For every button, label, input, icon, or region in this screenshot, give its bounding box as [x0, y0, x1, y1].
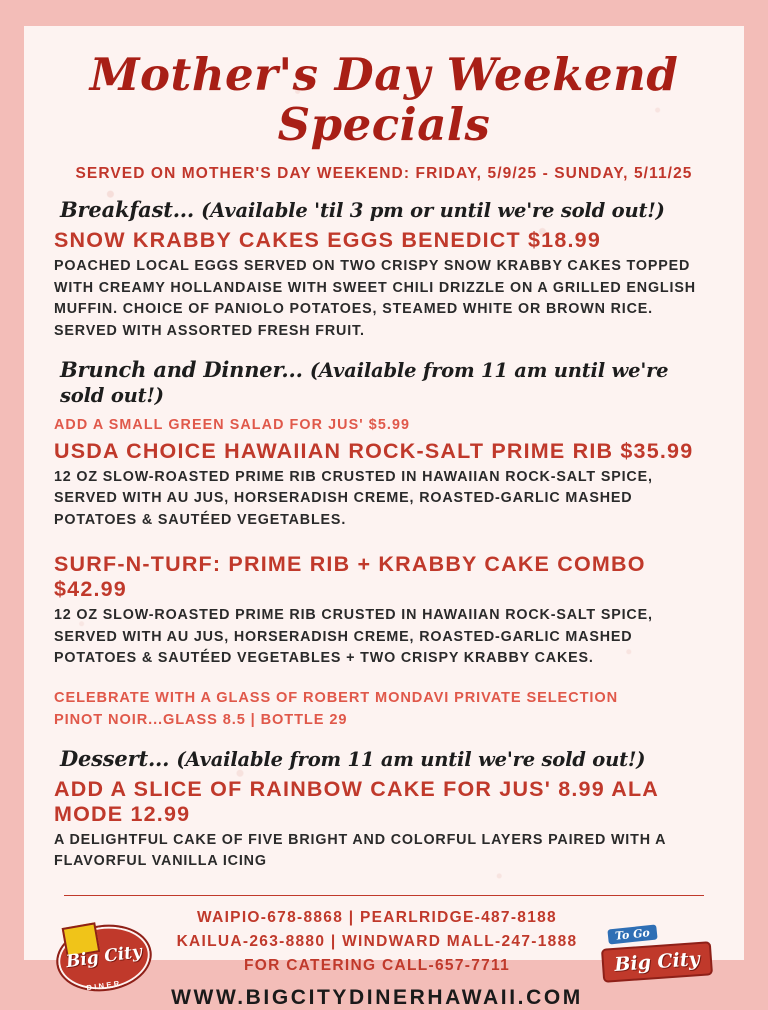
salad-addon-note: ADD A SMALL GREEN SALAD FOR JUS' $5.99 — [54, 416, 411, 433]
section-heading-dessert — [54, 746, 714, 771]
big-city-diner-logo — [56, 921, 152, 995]
menu-item-description: POACHED LOCAL EGGS SERVED ON TWO CRISPY SNOW KRABBY CAKES TOPPED WITH CREAMY HOLLANDAISE WITH SWEET CHILI DRIZZLE ON A GRILLED ENGLISH MUFFIN. CHOICE OF PANIOLO POTATOES, STEAMED WHITE OR BROWN RICE. SERVED WITH ASSORTED FRESH FRUIT. — [54, 257, 696, 339]
poster-paper — [24, 26, 744, 1010]
to-go-logo-text: Big City — [613, 948, 701, 977]
menu-item — [54, 228, 714, 343]
section-heading-brunch-dinner-note: (Available from 11 am until we're sold out!) — [60, 358, 669, 407]
catering-phone-line[interactable]: FOR CATERING CALL-657-7711 — [243, 957, 511, 975]
menu-item-name: USDA CHOICE HAWAIIAN ROCK-SALT PRIME RIB $35.99 — [54, 438, 694, 463]
section-heading-breakfast-label: Breakfast... — [60, 196, 195, 222]
section-heading-breakfast — [54, 197, 714, 222]
footer-divider — [64, 895, 704, 896]
section-heading-brunch-dinner — [54, 357, 714, 407]
logo-subtext: DINER — [85, 978, 123, 993]
wine-pairing-line-2: PINOT NOIR...GLASS 8.5 | BOTTLE 29 — [54, 711, 348, 728]
menu-item — [54, 777, 714, 873]
phone-line-2[interactable]: KAILUA-263-8880 | WINDWARD MALL-247-1888 — [176, 933, 578, 951]
section-heading-dessert-label: Dessert... — [60, 745, 170, 771]
section-heading-dessert-note: (Available from 11 am until we're sold out!) — [176, 747, 646, 771]
wine-pairing-line-1: CELEBRATE WITH A GLASS OF ROBERT MONDAVI PRIVATE SELECTION — [54, 689, 619, 706]
menu-item-description: 12 OZ SLOW-ROASTED PRIME RIB CRUSTED IN HAWAIIAN ROCK-SALT SPICE, SERVED WITH AU JUS, HORSERADISH CREME, ROASTED-GARLIC MASHED POTATOES & SAUTÉED VEGETABLES + TWO CRISPY KRABBY CAKES. — [54, 606, 653, 667]
page-title: Mother's Day Weekend Specials — [89, 48, 679, 152]
big-city-to-go-logo — [602, 927, 712, 989]
section-heading-brunch-dinner-label: Brunch and Dinner... — [60, 356, 303, 382]
to-go-badge: To Go — [607, 925, 657, 945]
menu-item-name: ADD A SLICE OF RAINBOW CAKE FOR JUS' 8.99 ALA MODE 12.99 — [54, 776, 659, 826]
logo-text: Big City — [64, 941, 144, 973]
wine-pairing-note — [54, 688, 714, 732]
footer-contact — [152, 906, 602, 1010]
website-link[interactable]: WWW.BIGCITYDINERHAWAII.COM — [171, 986, 583, 1010]
section-heading-breakfast-note: (Available 'til 3 pm or until we're sold out!) — [201, 198, 665, 222]
menu-item — [54, 552, 714, 670]
menu-item-name: SNOW KRABBY CAKES EGGS BENEDICT $18.99 — [54, 227, 601, 252]
page-subtitle: SERVED ON MOTHER'S DAY WEEKEND: FRIDAY, 5/9/25 - SUNDAY, 5/11/25 — [75, 164, 693, 182]
menu-item-description: A DELIGHTFUL CAKE OF FIVE BRIGHT AND COLORFUL LAYERS PAIRED WITH A FLAVORFUL VANILLA ICING — [54, 831, 666, 870]
footer — [54, 906, 714, 1010]
menu-item — [54, 439, 714, 532]
phone-line-1[interactable]: WAIPIO-678-8868 | PEARLRIDGE-487-8188 — [197, 909, 557, 927]
menu-item-description: 12 OZ SLOW-ROASTED PRIME RIB CRUSTED IN HAWAIIAN ROCK-SALT SPICE, SERVED WITH AU JUS, HORSERADISH CREME, ROASTED-GARLIC MASHED POTATOES & SAUTÉED VEGETABLES. — [54, 468, 653, 529]
menu-item-name: SURF-N-TURF: PRIME RIB + KRABBY CAKE COMBO $42.99 — [54, 551, 646, 601]
